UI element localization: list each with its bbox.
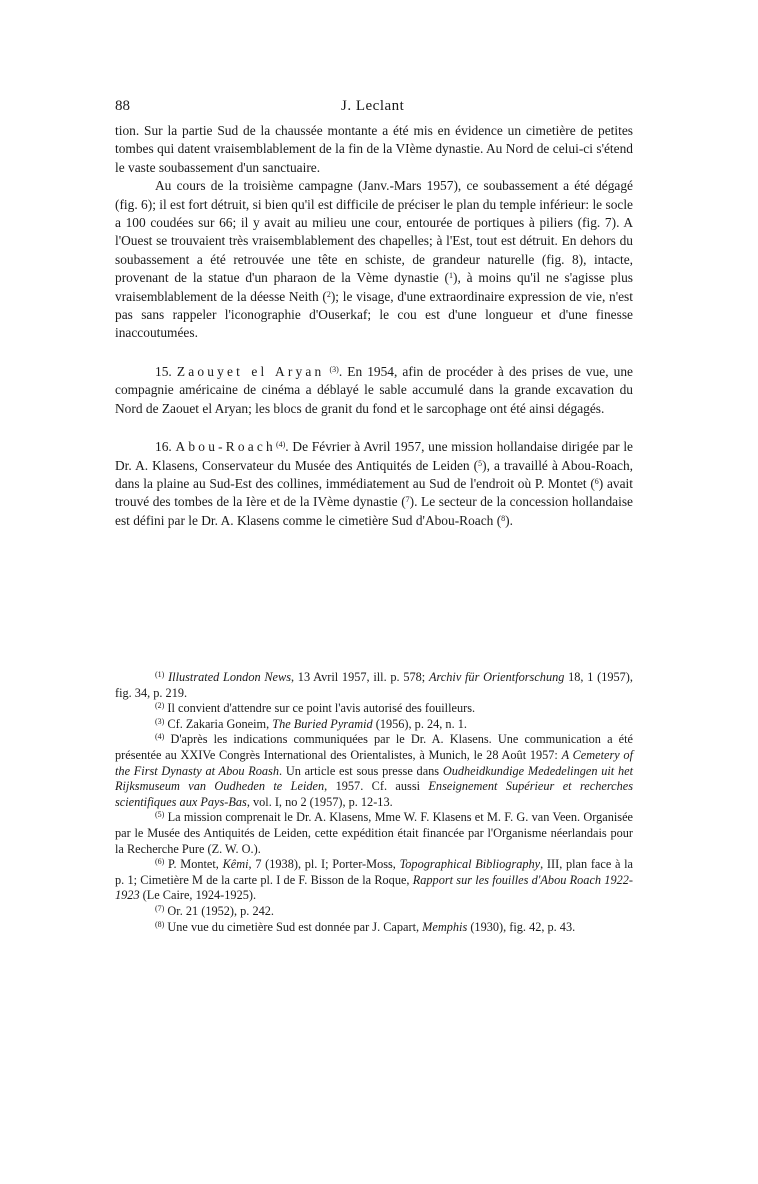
- section-title: Abou-Roach: [175, 439, 276, 455]
- footnote-3: $^{(3)}$ Cf. Zakaria Goneim, The Buried Pyramid (1956), p. 24, n. 1.: [155, 716, 467, 731]
- paragraph-continuation: tion. Sur la partie Sud de la chaussée montante a été mis en évidence un cimetière de petites tombes qui datent vraisemblablement de la fin de la VIème dynastie. Au Nord de celui-ci s'étend le vaste soubassement d'un sanctuaire.: [115, 123, 633, 175]
- body-text: [115, 122, 633, 530]
- section-15-zaouyet-el-aryan: 15. Zaouyet el Aryan $^{(3)}$. En 1954, afin de procéder à des prises de vue, une compagnie américaine de cinéma a déblayé le sable accumulé dans la grande excavation du Nord de Zaouet el Aryan; les blocs de granit du fond et le sarcophage ont été ainsi dégagés.: [115, 363, 633, 416]
- footnote-ref-1[interactable]: 1: [449, 271, 454, 281]
- footnote-ref-8[interactable]: 8: [501, 513, 506, 523]
- footnotes: [115, 670, 633, 935]
- footnote-5: $^{(5)}$ La mission comprenait le Dr. A. Klasens, Mme W. F. Klasens et M. F. G. van Veen. Organisée par le Musée des Antiquités de Leiden, cette expédition était financée par l'Organisme néerlandais pour la Recherche Pure (Z. W. O.).: [115, 810, 634, 856]
- page-header: [115, 98, 633, 120]
- footnote-ref-3[interactable]: (3): [329, 364, 339, 374]
- running-head-author: J. Leclant: [341, 98, 405, 114]
- footnote-ref-5[interactable]: 5: [478, 458, 483, 468]
- footnote-ref-4[interactable]: (4): [275, 440, 286, 450]
- section-number: 15.: [155, 363, 172, 379]
- paragraph-third-campaign: Au cours de la troisième campagne (Janv.-Mars 1957), ce soubassement a été dégagé (fig. 6); il est fort détruit, si bien qu'il est difficile de préciser le plan du temple inférieur: le socle a 100 coudées sur 66; il y avait au milieu une cour, entourée de portiques à piliers (fig. 7). A l'Ouest se trouvaient très vraisemblablement des chapelles; à l'Est, tout est détruit. En dehors du soubassement a été retrouvée une tête en schiste, de grandeur naturelle (fig. 8), intacte, provenant de la statue d'un pharaon de la Vème dynastie ($^1$), à moins qu'il ne s'agisse plus vraisemblablement de la déesse Neith ($^2$); le visage, d'une extraordinaire expression de vie, n'est pas sans rappeler l'iconographie d'Ouserkaf; le cou est d'une longueur et d'une finesse inaccoutumées.: [115, 178, 633, 341]
- footnote-ref-2[interactable]: 2: [326, 289, 331, 299]
- footnote-ref-7[interactable]: 7: [405, 495, 410, 505]
- footnote-1: $^{(1)}$ Illustrated London News, 13 Avril 1957, ill. p. 578; Archiv für Orientforschung 18, 1 (1957), fig. 34, p. 219.: [115, 670, 633, 700]
- section-16-abou-roach: 16. Abou-Roach$^{(4)}$. De Février à Avril 1957, une mission hollandaise dirigée par le Dr. A. Klasens, Conservateur du Musée des Antiquités de Leiden ($^5$), a travaillé à Abou-Roach, dans la plaine au Sud-Est des collines, immédiatement au Sud de l'endroit où P. Montet ($^6$) avait trouvé des tombes de la Ière et de la IVème dynastie ($^7$). Le secteur de la concession hollandaise est défini par le Dr. A. Klasens comme le cimetière Sud d'Abou-Roach ($^8$).: [115, 439, 633, 528]
- page-number: 88: [115, 98, 130, 114]
- section-title: Zaouyet el Aryan: [176, 363, 325, 379]
- section-number: 16.: [155, 439, 172, 455]
- footnote-7: $^{(7)}$ Or. 21 (1952), p. 242.: [155, 903, 274, 918]
- footnote-4: $^{(4)}$ D'après les indications communiquées par le Dr. A. Klasens. Une communication a été présentée au XXIVe Congrès International des Orientalistes, à Munich, le 28 Août 1957: A Cemetery of the First Dynasty at Abou Roash. Un article est sous presse dans Oudheidkundige Mededelingen uit het Rijksmuseum van Oudheden te Leiden, 1957. Cf. aussi Enseignement Supérieur et recherches scientifiques aux Pays-Bas, vol. I, no 2 (1957), p. 12-13.: [115, 732, 633, 809]
- footnote-6: $^{(6)}$ P. Montet, Kêmi, 7 (1938), pl. I; Porter-Moss, Topographical Bibliography, III, plan face à la p. 1; Cimetière M de la carte pl. I de F. Bisson de la Roque, Rapport sur les fouilles d'Abou Roach 1922-1923 (Le Caire, 1924-1925).: [115, 857, 634, 903]
- footnote-8: $^{(8)}$ Une vue du cimetière Sud est donnée par J. Capart, Memphis (1930), fig. 42, p. 43.: [155, 919, 576, 934]
- footnote-2: $^{(2)}$ Il convient d'attendre sur ce point l'avis autorisé des fouilleurs.: [155, 701, 476, 716]
- footnote-ref-6[interactable]: 6: [594, 476, 599, 486]
